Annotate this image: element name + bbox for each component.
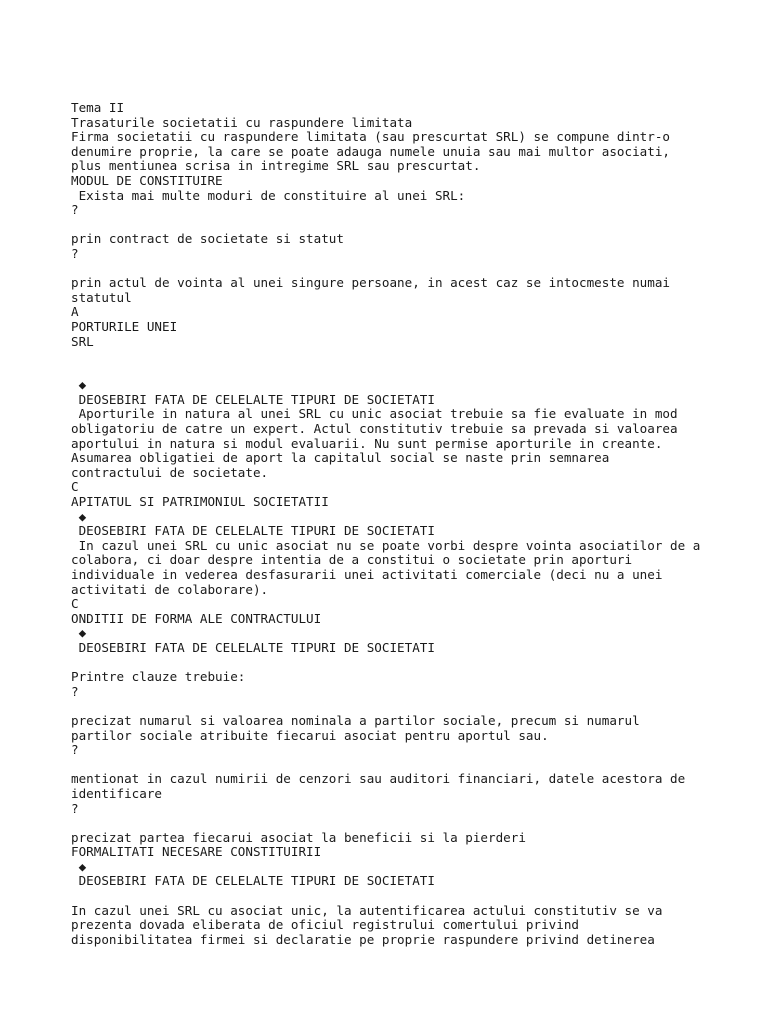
text-line: ? [71, 800, 79, 816]
blank-line [71, 889, 731, 904]
text-line: DEOSEBIRI FATA DE CELELALTE TIPURI DE SOCIETATI [71, 523, 435, 539]
blank-line [71, 656, 731, 671]
text-line: DEOSEBIRI FATA DE CELELALTE TIPURI DE SOCIETATI [71, 639, 435, 655]
text-line: ◆ [71, 625, 87, 641]
text-line: ◆ [71, 858, 87, 874]
text-line: individuale in vederea desfasurarii unei activitati comerciale (deci nu a unei [71, 567, 663, 582]
text-line: Printre clauze trebuie: [71, 669, 246, 685]
blank-line [71, 364, 731, 379]
text-line: plus mentiunea scrisa in intregime SRL sau prescurtat. [71, 158, 481, 174]
text-line: C [71, 596, 79, 612]
text-line: A [71, 304, 79, 320]
text-line: ? [71, 683, 79, 699]
text-line: partilor sociale atribuite fiecarui asociat pentru aportul sau. [71, 727, 549, 743]
text-line: ◆ [71, 508, 87, 524]
text-line: statutul [71, 289, 132, 305]
text-line: mentionat in cazul numirii de cenzori sau auditori financiari, datele acestora de [71, 771, 686, 787]
text-line: SRL [71, 333, 94, 349]
text-line: prin actul de vointa al unei singure persoane, in acest caz se intocmeste numai [71, 275, 670, 291]
text-line: ◆ [71, 377, 87, 393]
text-line: ? [71, 742, 79, 758]
text-line: Exista mai multe moduri de constituire al unei SRL: [71, 187, 466, 203]
text-line: ONDITII DE FORMA ALE CONTRACTULUI [71, 610, 322, 626]
text-line: Tema II [71, 100, 125, 115]
text-line: colabora, ci doar despre intentia de a constitui o societate prin aporturi [71, 552, 633, 568]
text-line: prin contract de societate si statut [71, 231, 344, 247]
blank-line [71, 218, 731, 233]
text-line: DEOSEBIRI FATA DE CELELALTE TIPURI DE SOCIETATI [71, 873, 435, 889]
blank-line [71, 816, 731, 831]
blank-line [71, 758, 731, 773]
text-line: Firma societatii cu raspundere limitata (sau prescurtat SRL) se compune dintr-o [71, 129, 670, 145]
text-line: identificare [71, 785, 162, 801]
document-body [71, 101, 731, 947]
blank-line [71, 699, 731, 714]
text-line: precizat numarul si valoarea nominala a partilor sociale, precum si numarul [71, 712, 640, 728]
text-line: APITATUL SI PATRIMONIUL SOCIETATII [71, 494, 329, 510]
text-line: ? [71, 202, 79, 218]
text-line: aportului in natura si modul evaluarii. Nu sunt permise aporturile in creante. [71, 435, 663, 451]
text-line: C [71, 479, 79, 495]
text-line: Aporturile in natura al unei SRL cu unic asociat trebuie sa fie evaluate in mod [71, 406, 678, 422]
blank-line [71, 349, 731, 364]
text-line: Trasaturile societatii cu raspundere limitata [71, 114, 413, 130]
text-line: Asumarea obligatiei de aport la capitalul social se naste prin semnarea [71, 450, 610, 466]
text-line: FORMALITATI NECESARE CONSTITUIRII [71, 844, 322, 860]
text-line: In cazul unei SRL cu unic asociat nu se poate vorbi despre vointa asociatilor de a [71, 537, 701, 553]
text-line: activitati de colaborare). [71, 581, 269, 597]
text-line: ? [71, 245, 79, 261]
text-line: DEOSEBIRI FATA DE CELELALTE TIPURI DE SOCIETATI [71, 391, 435, 407]
blank-line [71, 262, 731, 277]
text-line: obligatoriu de catre un expert. Actul constitutiv trebuie sa prevada si valoarea [71, 421, 678, 437]
text-line: MODUL DE CONSTITUIRE [71, 172, 223, 188]
text-line: precizat partea fiecarui asociat la beneficii si la pierderi [71, 829, 526, 845]
text-line: prezenta dovada eliberata de oficiul registrului comertului privind [71, 917, 579, 933]
text-line: denumire proprie, la care se poate adauga numele unuia sau mai multor asociati, [71, 143, 670, 159]
text-line: disponibilitatea firmei si declaratie pe proprie raspundere privind detinerea [71, 931, 655, 947]
text-line: In cazul unei SRL cu asociat unic, la autentificarea actului constitutiv se va [71, 902, 663, 918]
text-line: contractului de societate. [71, 464, 269, 480]
text-line: PORTURILE UNEI [71, 318, 178, 334]
